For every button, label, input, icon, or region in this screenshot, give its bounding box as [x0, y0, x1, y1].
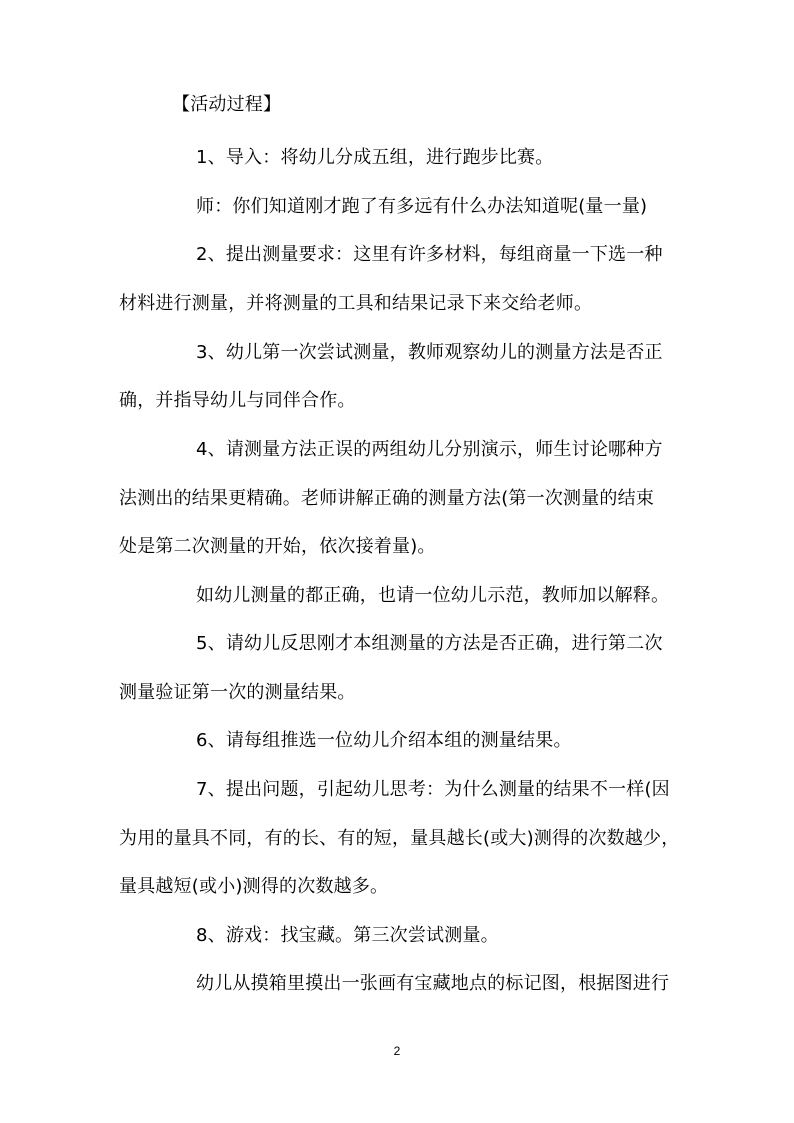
paragraph-step-3: 3、幼儿第一次尝试测量，教师观察幼儿的测量方法是否正	[196, 342, 663, 363]
paragraph-step-6: 6、请每组推选一位幼儿介绍本组的测量结果。	[196, 730, 572, 751]
section-heading: 【活动过程】	[172, 94, 282, 115]
paragraph-step-8-cont: 幼儿从摸箱里摸出一张画有宝藏地点的标记图，根据图进行	[196, 973, 670, 994]
paragraph-step-3-cont: 确，并指导幼儿与同伴合作。	[119, 390, 356, 411]
paragraph-step-8: 8、游戏：找宝藏。第三次尝试测量。	[196, 925, 499, 946]
paragraph-step-2: 2、提出测量要求：这里有许多材料，每组商量一下选一种	[196, 244, 663, 265]
paragraph-note: 如幼儿测量的都正确，也请一位幼儿示范，教师加以解释。	[196, 585, 670, 606]
page-number: 2	[393, 1044, 401, 1058]
paragraph-step-4: 4、请测量方法正误的两组幼儿分别演示，师生讨论哪种方	[196, 439, 663, 460]
paragraph-step-4-cont: 法测出的结果更精确。老师讲解正确的测量方法(第一次测量的结束	[119, 488, 655, 509]
paragraph-step-4-end: 处是第二次测量的开始，依次接着量)。	[119, 536, 436, 557]
paragraph-step-2-cont: 材料进行测量，并将测量的工具和结果记录下来交给老师。	[119, 293, 593, 314]
paragraph-step-1: 1、导入：将幼儿分成五组，进行跑步比赛。	[196, 147, 554, 168]
paragraph-step-7-cont: 为用的量具不同，有的长、有的短，量具越长(或大)测得的次数越少，	[119, 828, 680, 849]
paragraph-step-7: 7、提出问题，引起幼儿思考：为什么测量的结果不一样(因	[196, 779, 670, 800]
paragraph-step-7-end: 量具越短(或小)测得的次数越多。	[119, 876, 389, 897]
paragraph-step-5-cont: 测量验证第一次的测量结果。	[119, 682, 356, 703]
paragraph-teacher: 师：你们知道刚才跑了有多远有什么办法知道呢(量一量)	[196, 196, 648, 217]
paragraph-step-5: 5、请幼儿反思刚才本组测量的方法是否正确，进行第二次	[196, 633, 663, 654]
